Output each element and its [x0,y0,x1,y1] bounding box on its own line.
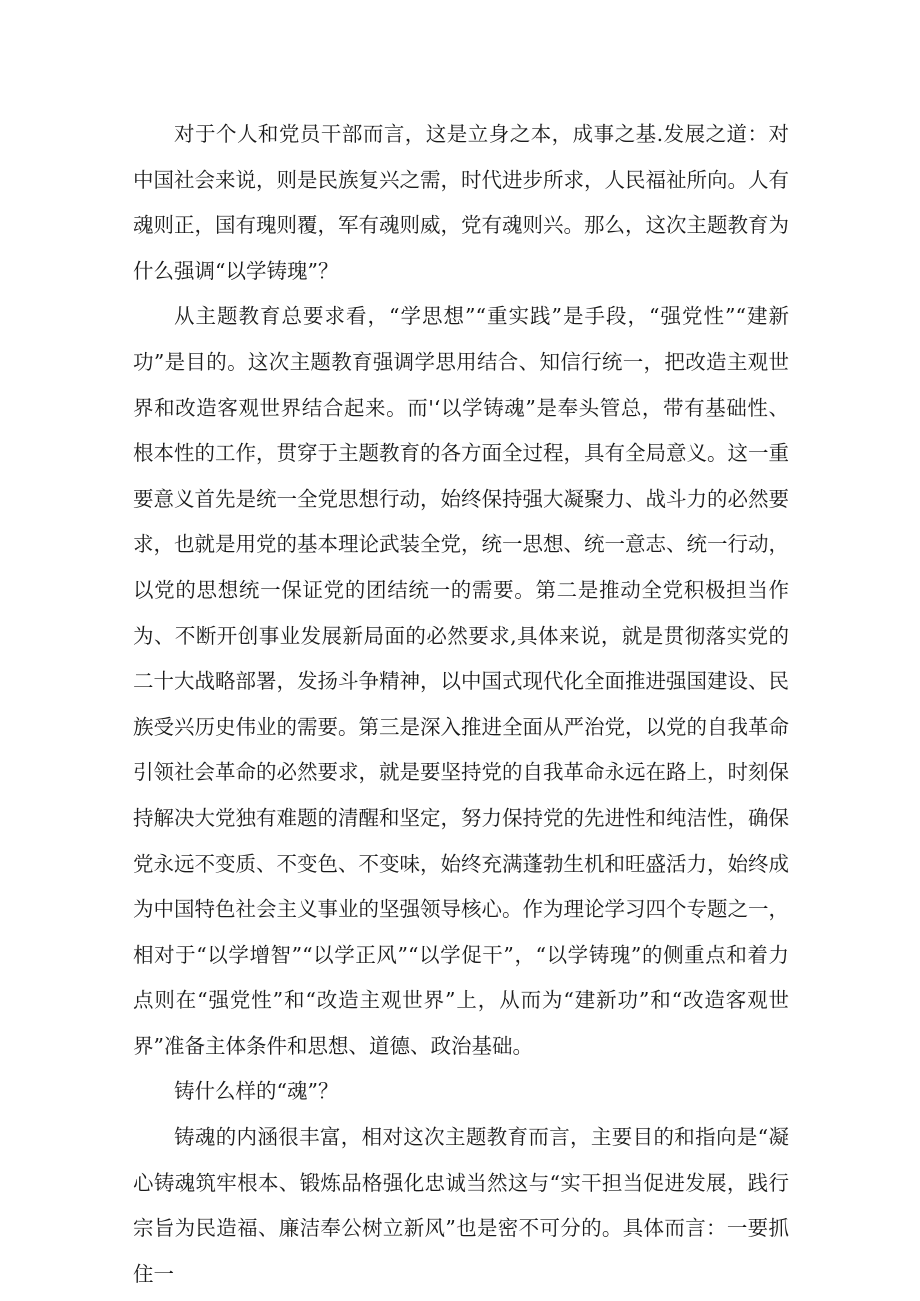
paragraph-soul-importance: 对于个人和党员干部而言，这是立身之本，成事之基.发展之道：对中国社会来说，则是民族复兴之需，时代进步所求，人民福祉所向。人有魂则正，国有瑰则覆，军有魂则威，党有魂则兴。那么，这次主题教育为什么强调“以学铸瑰”？ [133,122,789,283]
section-question-heading: 铸什么样的“魂”？ [174,1079,339,1104]
paragraph-soul-connotation: 铸魂的内涵很丰富，相对这次主题教育而言，主要目的和指向是“凝心铸魂筑牢根本、锻炼品格强化忠诚当然这与“实干担当促进发展，践行宗旨为民造福、廉洁奉公树立新风”也是密不可分的。具体而言：一要抓住一 [133,1125,789,1286]
document-body [133,112,789,1297]
paragraph-education-requirements: 从主题教育总要求看，“学思想”“重实践”是手段，“强党性”“建新功”是目的。这次主题教育强调学思用结合、知信行统一，把改造主观世界和改造客观世界结合起来。而'‘以学铸魂”是奉头管总，带有基础性、根本性的工作，贯穿于主题教育的各方面全过程，具有全局意义。这一重要意义首先是统一全党思想行动，始终保持强大凝聚力、战斗力的必然要求，也就是用党的基本理论武装全党，统一思想、统一意志、统一行动，以党的思想统一保证党的团结统一的需要。第二是推动全党积极担当作为、不断开创事业发展新局面的必然要求,具体来说，就是贯彻落实党的二十大战略部署，发扬斗争精神，以中国式现代化全面推进强国建设、民族受兴历史伟业的需要。第三是深入推进全面从严治党，以党的自我革命引领社会革命的必然要求，就是要坚持党的自我革命永远在路上，时刻保持解决大党独有难题的清醒和坚定，努力保持党的先进性和纯洁性，确保党永远不变质、不变色、不变味，始终充满蓬勃生机和旺盛活力，始终成为中国特色社会主义事业的坚强领导核心。作为理论学习四个专题之一，相对于“以学增智”“以学正风”“以学促干”，“以学铸瑰”的侧重点和着力点则在“强党性”和“改造主观世界”上，从而为“建新功”和“改造客观世界”准备主体条件和思想、道德、政治基础。 [133,304,789,1058]
